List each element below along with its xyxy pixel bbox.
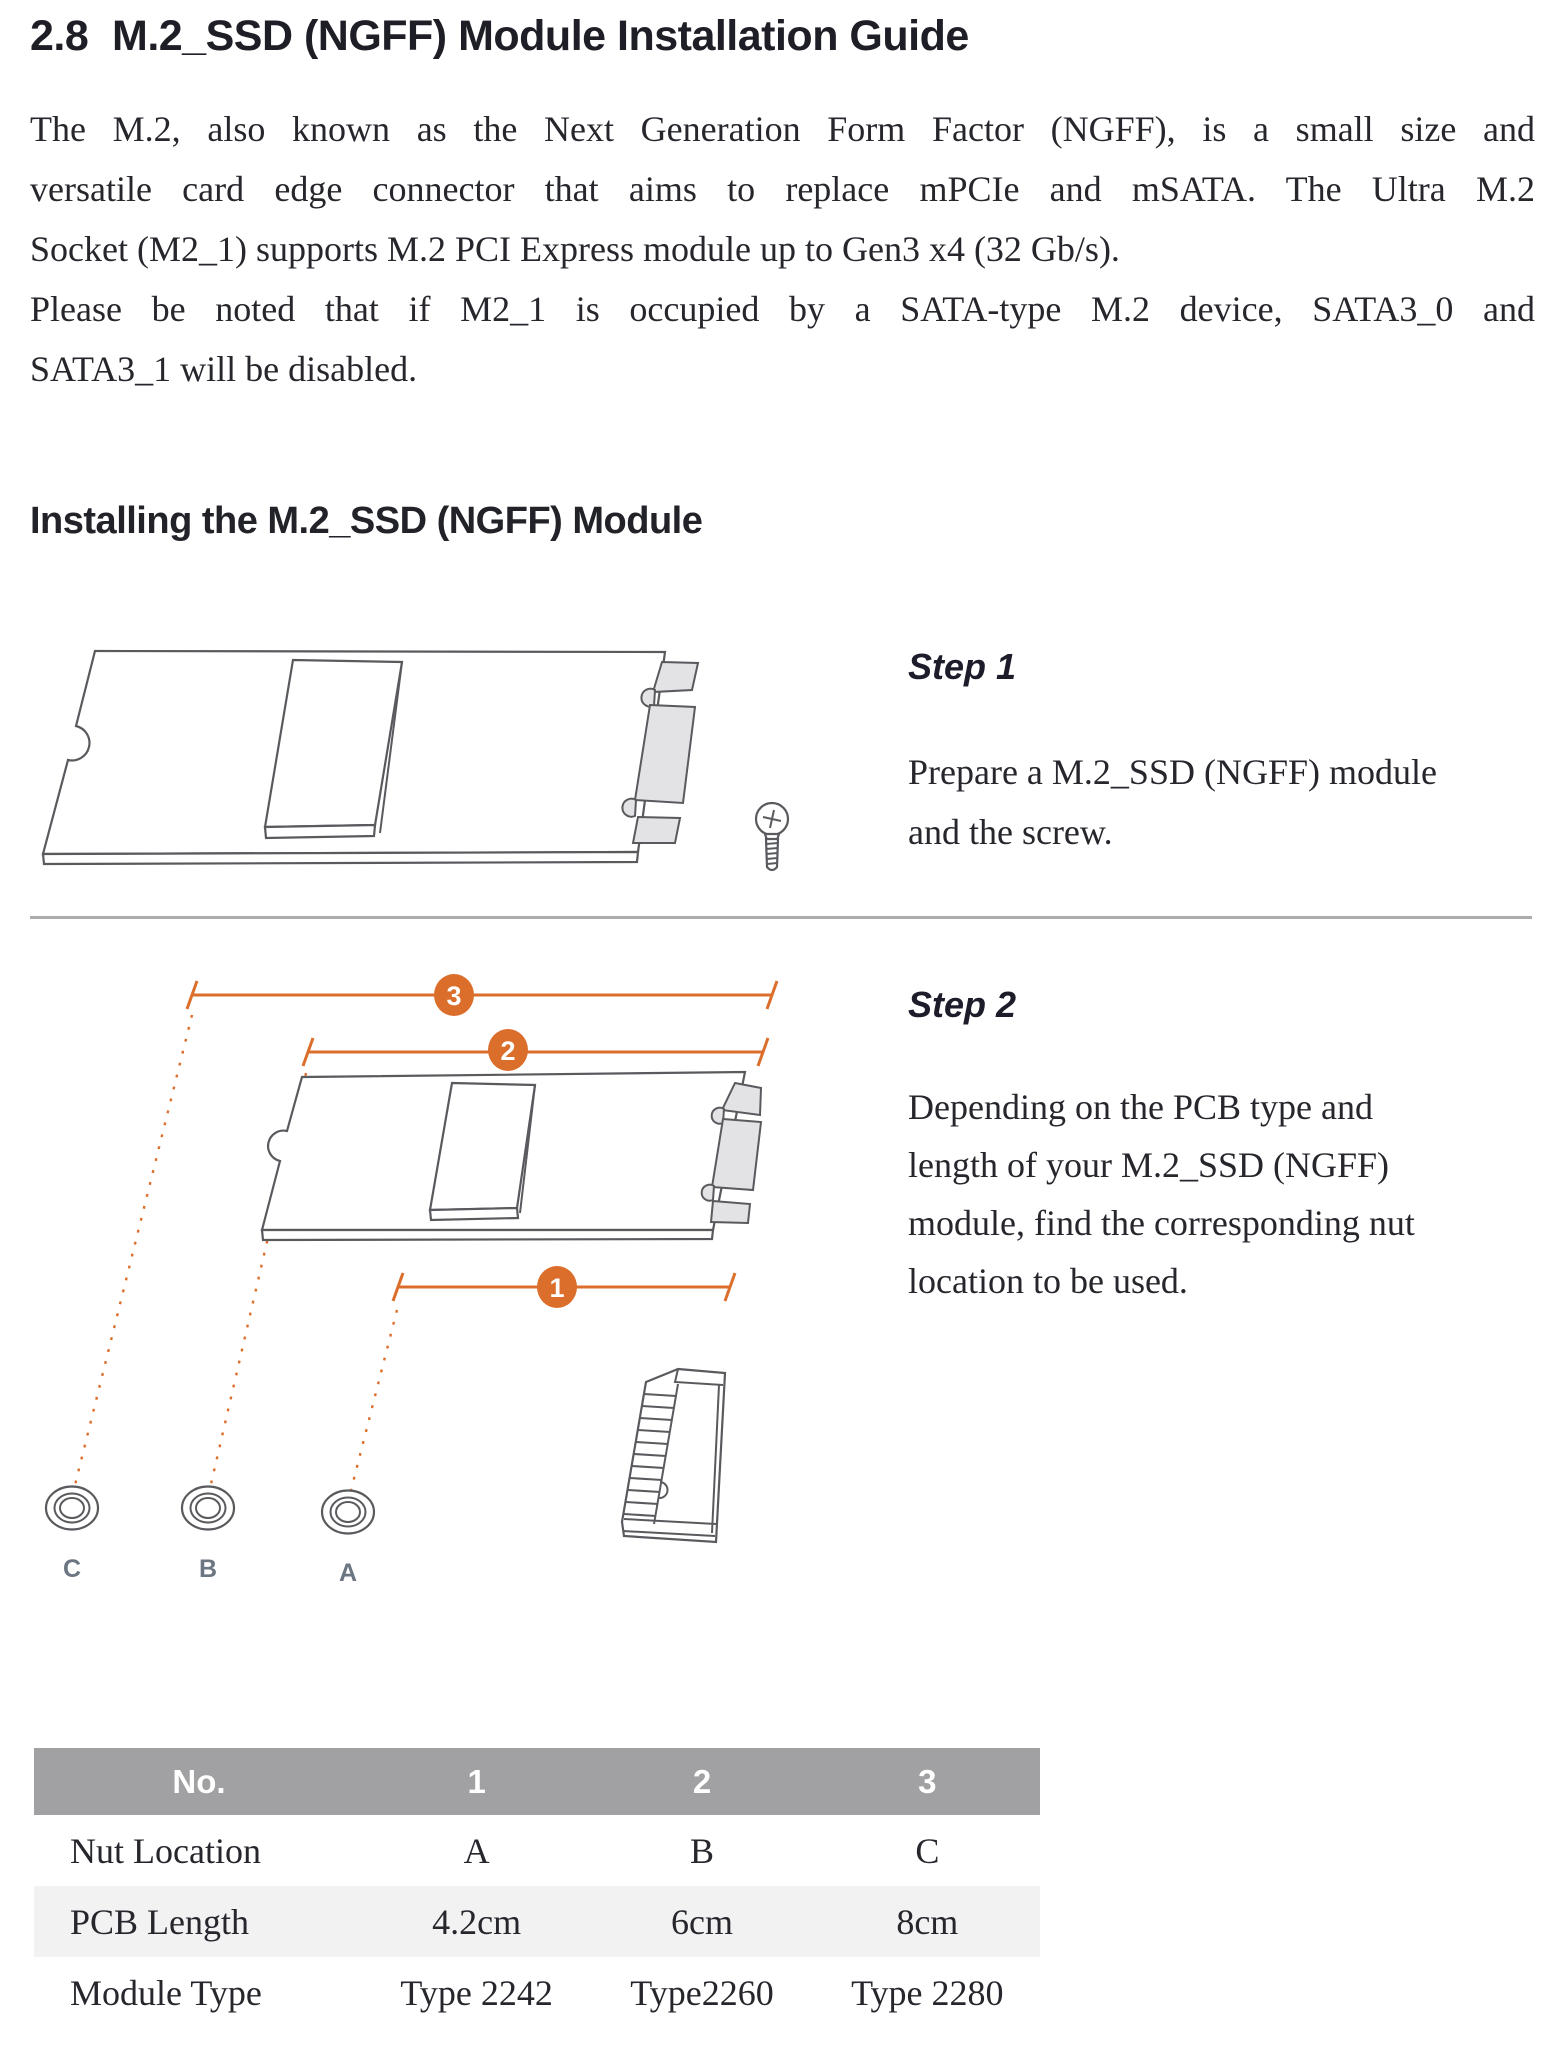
pcb-thickness [262,1230,713,1240]
leader-dash-to-nut-c [72,1015,192,1497]
dim-line-2 [303,1038,768,1066]
table-header-no: No. [172,1762,226,1800]
row-label: PCB Length [70,1901,250,1942]
intro-line: SATA3_1 will be disabled. [30,349,418,389]
section-number: 2.8 [30,12,89,60]
intro-line: The M.2, also known as the Next Generation Form Factor (NGFF), is a small size and [30,109,1535,149]
connector-pad-top [653,662,698,692]
intro-line: Please be noted that if M2_1 is occupied by a SATA-type M.2 device, SATA3_0 and [30,289,1535,329]
table-row-nut-location [34,1815,1040,1886]
row-label: Nut Location [70,1830,261,1871]
dim-line-3 [187,981,777,1009]
intro-line: versatile card edge connector that aims to replace mPCIe and mSATA. The Ultra M.2 [30,169,1535,209]
pcb-chip-thickness [430,1208,518,1220]
cell: C [915,1830,940,1871]
section-title: M.2_SSD (NGFF) Module Installation Guide [112,12,969,60]
leader-dash-to-nut-a [348,1310,397,1502]
cell: 6cm [671,1901,733,1942]
dim-marker-2-number: 2 [500,1036,516,1066]
nut-c [46,1487,98,1530]
cell: Type 2242 [400,1972,553,2013]
connector-pad-bottom [633,817,680,843]
step2-line: length of your M.2_SSD (NGFF) [908,1145,1390,1185]
intro-paragraph [30,99,1535,399]
connector-notch-top [641,689,655,707]
cell: B [689,1830,714,1871]
nut-a [322,1491,374,1534]
step2-line: location to be used. [908,1261,1188,1301]
cell: 8cm [896,1901,959,1942]
nut-location-diagram [30,965,820,1625]
m2-board-thickness [43,852,638,864]
cell: Type2260 [630,1972,774,2013]
pcb-notch-bottom [702,1185,714,1201]
installing-heading: Installing the M.2_SSD (NGFF) Module [30,500,703,542]
step2-text [908,1078,1548,1310]
section-divider [30,916,1532,919]
table-row-pcb-length [34,1886,1040,1957]
module-type-table [34,1748,1040,2028]
step1-line: Prepare a M.2_SSD (NGFF) module [908,752,1437,792]
nut-b [182,1487,234,1530]
cell: 4.2cm [432,1901,522,1942]
intro-line: Socket (M2_1) supports M.2 PCI Express module up to Gen3 x4 (32 Gb/s). [30,229,1120,269]
table-header-1: 1 [467,1762,486,1800]
step1-label: Step 1 [908,646,1017,687]
nut-b-label: B [198,1555,218,1583]
row-label: Module Type [70,1972,262,2013]
dim-marker-3-number: 3 [446,981,462,1011]
cell: Type 2280 [851,1972,1004,2013]
dim-marker-1-number: 1 [549,1273,565,1303]
pcb-pad-bottom [711,1201,750,1223]
chip-thickness [265,825,375,838]
cell: A [463,1830,490,1871]
step1-line: and the screw. [908,812,1113,852]
connector-notch-bottom [622,799,636,817]
nut-c-label: C [62,1555,82,1583]
table-header-2: 2 [692,1762,712,1800]
step2-label: Step 2 [908,984,1017,1025]
step2-line: module, find the corresponding nut [908,1203,1415,1243]
m2-module-and-screw-illustration [30,640,820,880]
step1-text [908,742,1548,862]
step2-line: Depending on the PCB type and [908,1087,1373,1127]
table-header-3: 3 [918,1762,937,1800]
nut-a-label: A [338,1559,358,1587]
table-header-row [34,1748,1040,1815]
table-row-module-type [34,1957,1040,2028]
m2-socket-drawing [622,1369,725,1542]
